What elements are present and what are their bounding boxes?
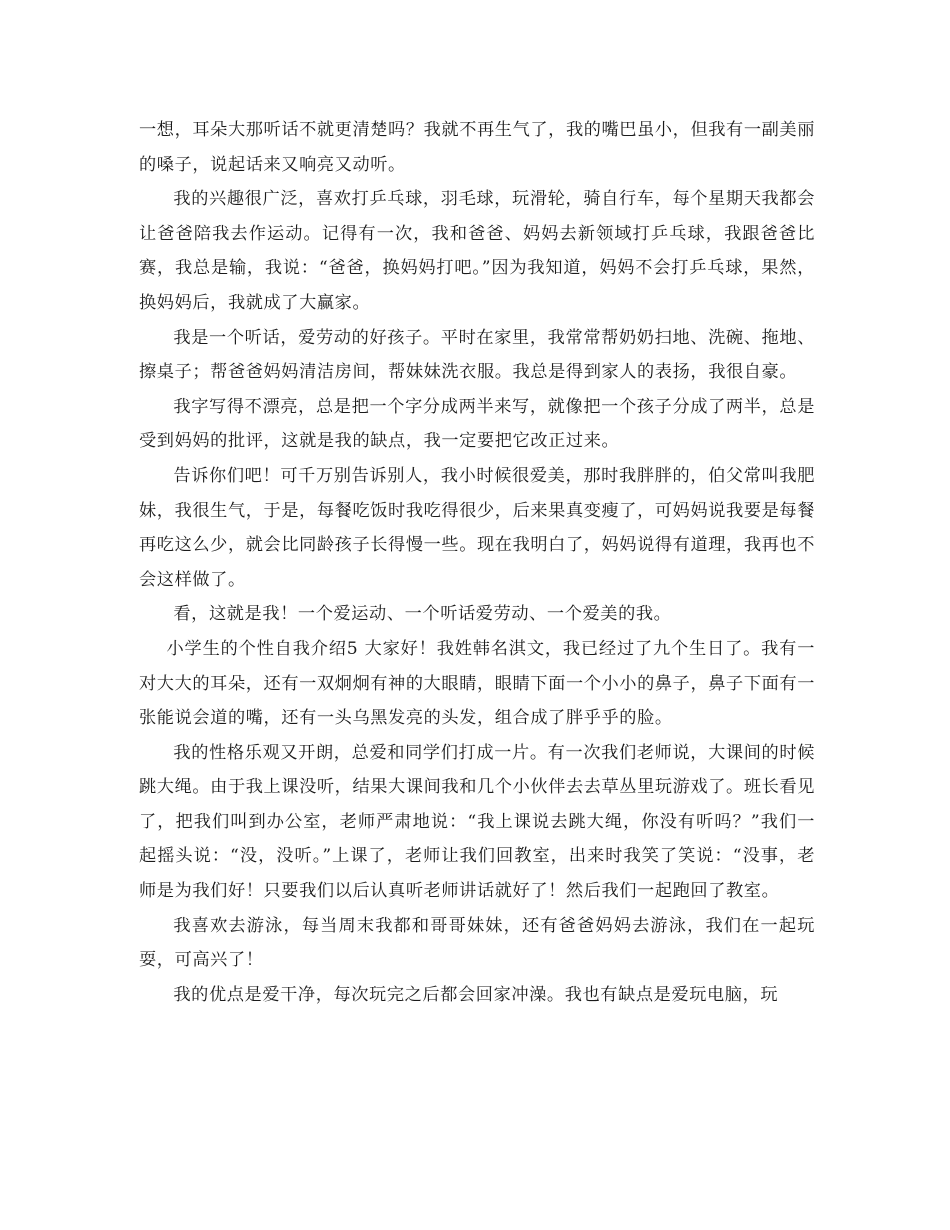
paragraph-chores: 我是一个听话，爱劳动的好孩子。平时在家里，我常常帮奶奶扫地、洗碗、拖地、擦桌子；帮爸爸妈妈清洁房间，帮妹妹洗衣服。我总是得到家人的表扬，我很自豪。 — [139, 327, 815, 383]
paragraph-strengths: 我的优点是爱干净，每次玩完之后都会回家冲澡。我也有缺点是爱玩电脑，玩 — [173, 984, 779, 1005]
paragraph-continuation: 一想，耳朵大那听话不就更清楚吗？我就不再生气了，我的嘴巴虽小，但我有一副美丽的嗓子，说起话来又响亮又动听。 — [139, 120, 815, 175]
paragraph-hobbies: 我的兴趣很广泛，喜欢打乒乓球，羽毛球，玩滑轮，骑自行车，每个星期天我都会让爸爸陪我去作运动。记得有一次，我和爸爸、妈妈去新领域打乒乓球，我跟爸爸比赛，我总是输，我说：“爸爸，换妈妈打吧。”因为我知道，妈妈不会打乒乓球，果然，换妈妈后，我就成了大赢家。 — [139, 189, 815, 313]
paragraph-handwriting: 我字写得不漂亮，总是把一个字分成两半来写，就像把一个孩子分成了两半，总是受到妈妈的批评，这就是我的缺点，我一定要把它改正过来。 — [139, 396, 815, 452]
paragraph-childhood: 告诉你们吧！可千万别告诉别人，我小时候很爱美，那时我胖胖的，伯父常叫我肥妹，我很生气，于是，每餐吃饭时我吃得很少，后来果真变瘦了，可妈妈说我要是每餐再吃这么少，就会比同龄孩子长得慢一些。现在我明白了，妈妈说得有道理，我再也不会这样做了。 — [139, 465, 815, 590]
paragraph-summary: 看，这就是我！一个爱运动、一个听话爱劳动、一个爱美的我。 — [173, 604, 672, 625]
document-body — [139, 113, 815, 1012]
paragraph-intro-5: 小学生的个性自我介绍5 大家好！我姓韩名淇文，我已经过了九个生日了。我有一对大大的耳朵，还有一双炯炯有神的大眼睛，眼睛下面一个小小的鼻子，鼻子下面有一张能说会道的嘴，还有一头乌黑发亮的头发，组合成了胖乎乎的脸。 — [139, 638, 815, 729]
paragraph-personality: 我的性格乐观又开朗，总爱和同学们打成一片。有一次我们老师说，大课间的时候跳大绳。由于我上课没听，结果大课间我和几个小伙伴去去草丛里玩游戏了。班长看见了，把我们叫到办公室，老师严肃地说：“我上课说去跳大绳，你没有听吗？”我们一起摇头说：“没，没听。”上课了，老师让我们回教室，出来时我笑了笑说：“没事，老师是为我们好！只要我们以后认真听老师讲话就好了！然后我们一起跑回了教室。 — [139, 742, 815, 902]
paragraph-swimming: 我喜欢去游泳，每当周末我都和哥哥妹妹，还有爸爸妈妈去游泳，我们在一起玩耍，可高兴了！ — [139, 915, 815, 971]
